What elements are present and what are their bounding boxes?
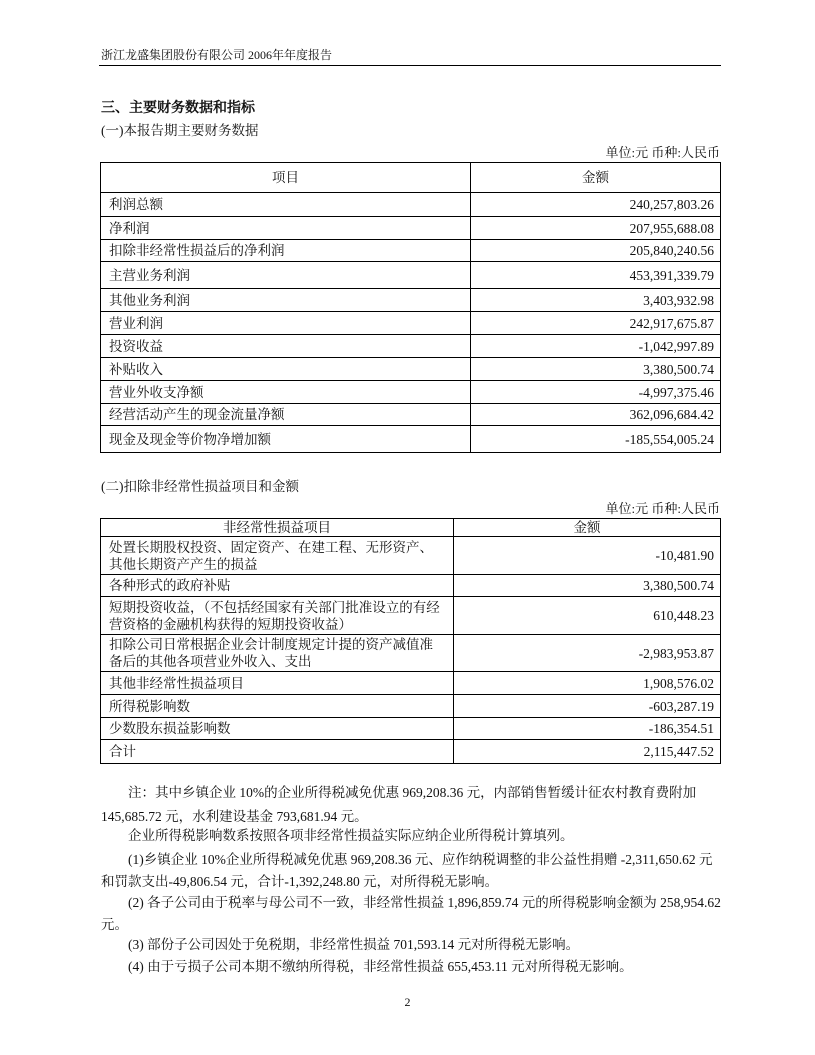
table-header-row [101,163,721,193]
table-row [101,217,721,240]
row-item: 投资收益 [101,335,471,358]
row-item: 所得税影响数 [101,695,454,718]
row-item: 合计 [101,740,454,764]
row-item: 补贴收入 [101,358,471,381]
row-item: 其他业务利润 [101,289,471,312]
row-item: 短期投资收益，（不包括经国家有关部门批准设立的有经营资格的金融机构获得的短期投资收益） [101,597,454,635]
row-item: 现金及现金等价物净增加额 [101,426,471,453]
row-item: 净利润 [101,217,471,240]
table-row [101,289,721,312]
running-header: 浙江龙盛集团股份有限公司 2006年年度报告 [101,48,333,62]
row-amount: 240,257,803.26 [471,193,721,217]
note-paragraph: (1)乡镇企业 10%企业所得税减免优惠 969,208.36 元、应作纳税调整的非公益性捐赠 -2,311,650.62 元和罚款支出-49,806.54 元，合计-1,392,248.80 元，对所得税无影响。 [101,852,713,889]
row-amount: -4,997,375.46 [471,381,721,404]
note-paragraph: (3) 部份子公司因处于免税期，非经常性损益 701,593.14 元对所得税无影响。 [128,937,580,952]
row-item: 少数股东损益影响数 [101,718,454,740]
part1-title: (一)本报告期主要财务数据 [101,123,259,138]
table-row [101,718,721,740]
table-row [101,312,721,335]
column-header-item: 项目 [101,163,471,193]
header-rule [99,65,721,66]
section-title: 三、主要财务数据和指标 [101,101,255,116]
part1-unit: 单位:元 币种:人民币 [605,145,720,160]
page-number: 2 [404,995,411,1009]
row-amount: 610,448.23 [454,597,721,635]
non-recurring-items-table [100,518,721,764]
row-amount: -1,042,997.89 [471,335,721,358]
column-header-item: 非经常性损益项目 [101,519,454,537]
table-row [101,381,721,404]
row-amount: 3,403,932.98 [471,289,721,312]
row-item: 经营活动产生的现金流量净额 [101,404,471,426]
table-row [101,335,721,358]
row-item: 扣除非经常性损益后的净利润 [101,240,471,262]
row-item: 利润总额 [101,193,471,217]
row-amount: -2,983,953.87 [454,635,721,672]
row-amount: 207,955,688.08 [471,217,721,240]
part2-title: (二)扣除非经常性损益项目和金额 [101,479,299,494]
row-item: 营业利润 [101,312,471,335]
table-row [101,740,721,764]
table-row [101,672,721,695]
financial-data-table [100,162,721,453]
row-amount: -186,354.51 [454,718,721,740]
table-row [101,262,721,289]
row-amount: -185,554,005.24 [471,426,721,453]
table-row [101,240,721,262]
table-row [101,193,721,217]
note-paragraph: (4) 由于亏损子公司本期不缴纳所得税，非经常性损益 655,453.11 元对所得税无影响。 [128,959,633,974]
column-header-amount: 金额 [471,163,721,193]
table-row [101,575,721,597]
row-amount: 3,380,500.74 [471,358,721,381]
part2-unit: 单位:元 币种:人民币 [605,501,720,516]
row-item: 其他非经常性损益项目 [101,672,454,695]
table-row [101,597,721,635]
row-amount: -10,481.90 [454,537,721,575]
row-item: 营业外收支净额 [101,381,471,404]
table-row [101,695,721,718]
row-item: 主营业务利润 [101,262,471,289]
row-amount: 3,380,500.74 [454,575,721,597]
table-row [101,426,721,453]
row-amount: 1,908,576.02 [454,672,721,695]
table-row [101,635,721,672]
row-amount: -603,287.19 [454,695,721,718]
table-header-row [101,519,721,537]
note-paragraph: 企业所得税影响数系按照各项非经常性损益实际应纳企业所得税计算填列。 [128,828,574,843]
row-amount: 453,391,339.79 [471,262,721,289]
table-row [101,358,721,381]
row-amount: 2,115,447.52 [454,740,721,764]
column-header-amount: 金额 [454,519,721,537]
note-paragraph: 注：其中乡镇企业 10%的企业所得税减免优惠 969,208.36 元，内部销售暂缓计征农村教育费附加 145,685.72 元，水利建设基金 793,681.94 元。 [101,785,697,824]
row-item: 各种形式的政府补贴 [101,575,454,597]
row-amount: 362,096,684.42 [471,404,721,426]
row-amount: 242,917,675.87 [471,312,721,335]
note-paragraph: (2) 各子公司由于税率与母公司不一致，非经常性损益 1,896,859.74 元的所得税影响金额为 258,954.62 元。 [101,895,721,932]
table-row [101,404,721,426]
row-amount: 205,840,240.56 [471,240,721,262]
table-row [101,537,721,575]
row-item: 扣除公司日常根据企业会计制度规定计提的资产减值准备后的其他各项营业外收入、支出 [101,635,454,672]
row-item: 处置长期股权投资、固定资产、在建工程、无形资产、其他长期资产产生的损益 [101,537,454,575]
